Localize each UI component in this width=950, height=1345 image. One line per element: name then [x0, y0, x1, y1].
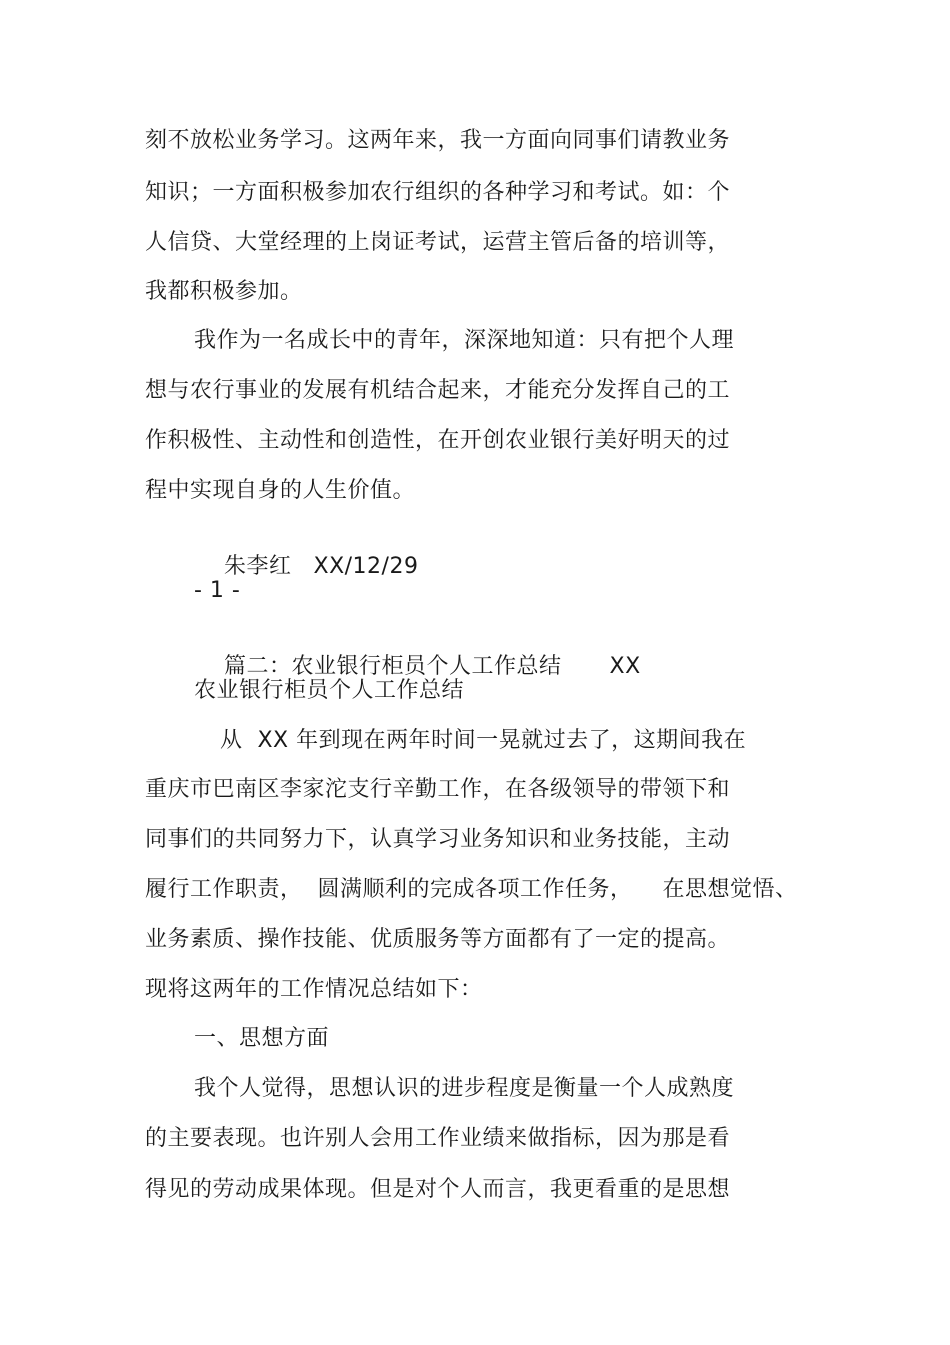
paragraph-line: 得见的劳动成果体现。但是对个人而言，我更看重的是思想: [145, 1177, 731, 1202]
paragraph-line: 业务素质、操作技能、优质服务等方面都有了一定的提高。: [145, 927, 731, 952]
paragraph-line: 的主要表现。也许别人会用工作业绩来做指标，因为那是看: [145, 1126, 731, 1151]
page-number: - 1 -: [194, 578, 241, 603]
paragraph-line: 履行工作职责， 圆满顺利的完成各项工作任务， 在思想觉悟、: [145, 877, 798, 902]
paragraph-line: 同事们的共同努力下，认真学习业务知识和业务技能，主动: [145, 827, 731, 852]
section-title-suffix: XX: [609, 654, 641, 679]
paragraph-line: 想与农行事业的发展有机结合起来，才能充分发挥自己的工: [145, 378, 731, 403]
section-heading: 一、思想方面: [194, 1026, 330, 1051]
paragraph-line: 程中实现自身的人生价值。: [145, 478, 416, 503]
paragraph-line: 从 XX 年到现在两年时间一晃就过去了，这期间我在: [220, 728, 747, 753]
paragraph-line: 重庆市巴南区李家沱支行辛勤工作，在各级领导的带领下和: [145, 777, 731, 802]
paragraph-line: 人信贷、大堂经理的上岗证考试，运营主管后备的培训等，: [145, 230, 731, 255]
paragraph-line: 知识；一方面积极参加农行组织的各种学习和考试。如：个: [145, 180, 731, 205]
signature-name: 朱李红: [223, 554, 292, 579]
doc-title: 农业银行柜员个人工作总结: [194, 678, 465, 703]
paragraph-line: 作积极性、主动性和创造性，在开创农业银行美好明天的过: [145, 428, 731, 453]
section-title-label: 篇二：农业银行柜员个人工作总结: [223, 654, 562, 679]
paragraph-line: 我个人觉得，思想认识的进步程度是衡量一个人成熟度: [194, 1076, 735, 1101]
signature-date: XX/12/29: [313, 554, 419, 579]
paragraph-line: 现将这两年的工作情况总结如下：: [145, 977, 483, 1002]
paragraph-line: 我作为一名成长中的青年，深深地知道：只有把个人理: [194, 328, 735, 353]
paragraph-line: 我都积极参加。: [145, 279, 303, 304]
paragraph-line: 刻不放松业务学习。这两年来，我一方面向同事们请教业务: [145, 128, 731, 153]
